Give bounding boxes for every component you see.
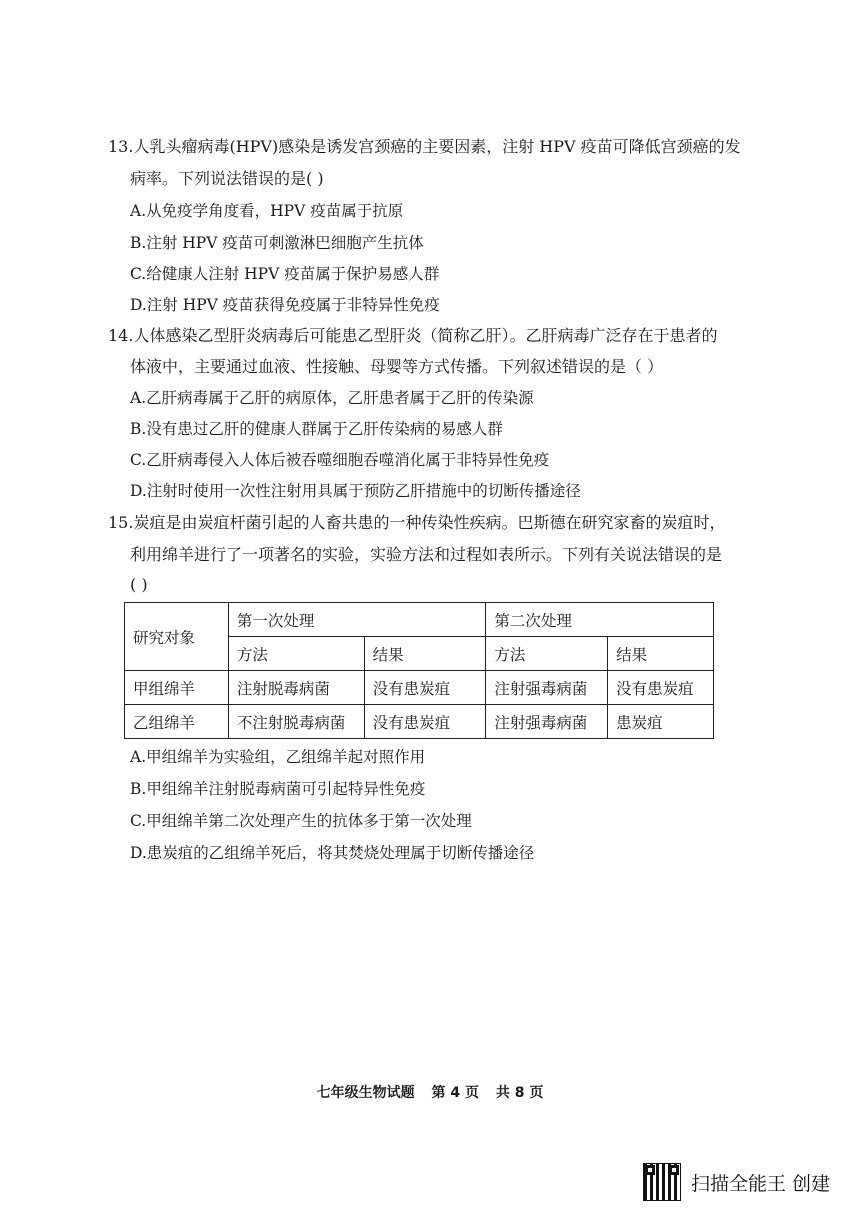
question-13-stem-line-2: 病率。下列说法错误的是( ) <box>130 169 324 188</box>
row-result-2: 患炭疽 <box>608 705 714 739</box>
table-header-row <box>125 603 714 637</box>
watermark-text: 扫描全能王 创建 <box>691 1172 831 1195</box>
question-13-option-b: B.注射 HPV 疫苗可刺激淋巴细胞产生抗体 <box>130 234 424 252</box>
row-result-1: 没有患炭疽 <box>364 671 486 705</box>
question-14-option-c: C.乙肝病毒侵入人体后被吞噬细胞吞噬消化属于非特异性免疫 <box>130 451 550 469</box>
question-14-stem-line-2: 体液中，主要通过血液、性接触、母婴等方式传播。下列叙述错误的是（ ） <box>130 357 664 376</box>
table-row <box>125 671 714 705</box>
scanner-watermark <box>643 1162 830 1202</box>
question-15-stem-line-1: 15.炭疽是由炭疽杆菌引起的人畜共患的一种传染性疾病。巴斯德在研究家畜的炭疽时， <box>108 513 726 532</box>
question-15-option-c: C.甲组绵羊第二次处理产生的抗体多于第一次处理 <box>130 812 472 830</box>
row-method-1: 不注射脱毒病菌 <box>228 705 364 739</box>
header-second-treatment: 第二次处理 <box>486 603 714 637</box>
table-row <box>125 705 714 739</box>
question-15-option-a: A.甲组绵羊为实验组，乙组绵羊起对照作用 <box>130 748 426 766</box>
footer-page-total: 共 8 页 <box>495 1085 544 1101</box>
row-result-1: 没有患炭疽 <box>364 705 486 739</box>
experiment-table <box>124 602 714 739</box>
question-15-option-b: B.甲组绵羊注射脱毒病菌可引起特异性免疫 <box>130 780 426 798</box>
subheader-method-2: 方法 <box>486 637 608 671</box>
question-13-option-d: D.注射 HPV 疫苗获得免疫属于非特异性免疫 <box>130 296 440 314</box>
footer-subject: 七年级生物试题 <box>316 1085 415 1101</box>
question-15-option-d: D.患炭疽的乙组绵羊死后，将其焚烧处理属于切断传播途径 <box>130 844 535 862</box>
row-subject: 甲组绵羊 <box>125 671 229 705</box>
question-15-stem-line-3: ( ) <box>130 575 148 594</box>
question-15-stem-line-2: 利用绵羊进行了一项著名的实验，实验方法和过程如表所示。下列有关说法错误的是 <box>130 545 723 564</box>
footer-page-number: 第 4 页 <box>431 1085 479 1101</box>
question-13-option-a: A.从免疫学角度看，HPV 疫苗属于抗原 <box>130 202 404 220</box>
question-13-stem-line-1: 13.人乳头瘤病毒(HPV)感染是诱发宫颈癌的主要因素，注射 HPV 疫苗可降低宫颈癌的发 <box>108 137 741 156</box>
row-method-1: 注射脱毒病菌 <box>228 671 364 705</box>
question-14-stem-line-1: 14.人体感染乙型肝炎病毒后可能患乙型肝炎（简称乙肝）。乙肝病毒广泛存在于患者的 <box>108 326 718 345</box>
subheader-result-1: 结果 <box>364 637 486 671</box>
row-method-2: 注射强毒病菌 <box>486 671 608 705</box>
row-method-2: 注射强毒病菌 <box>486 705 608 739</box>
subheader-method-1: 方法 <box>228 637 364 671</box>
row-result-2: 没有患炭疽 <box>608 671 714 705</box>
header-first-treatment: 第一次处理 <box>228 603 486 637</box>
subheader-result-2: 结果 <box>608 637 714 671</box>
question-14-option-d: D.注射时使用一次性注射用具属于预防乙肝措施中的切断传播途径 <box>130 482 581 500</box>
question-14-option-a: A.乙肝病毒属于乙肝的病原体，乙肝患者属于乙肝的传染源 <box>130 389 534 407</box>
question-14-option-b: B.没有患过乙肝的健康人群属于乙肝传染病的易感人群 <box>130 420 503 438</box>
header-subject: 研究对象 <box>125 603 229 671</box>
row-subject: 乙组绵羊 <box>125 705 229 739</box>
page-footer <box>0 1082 860 1102</box>
qr-code-icon <box>643 1163 681 1201</box>
question-13-option-c: C.给健康人注射 HPV 疫苗属于保护易感人群 <box>130 265 440 283</box>
